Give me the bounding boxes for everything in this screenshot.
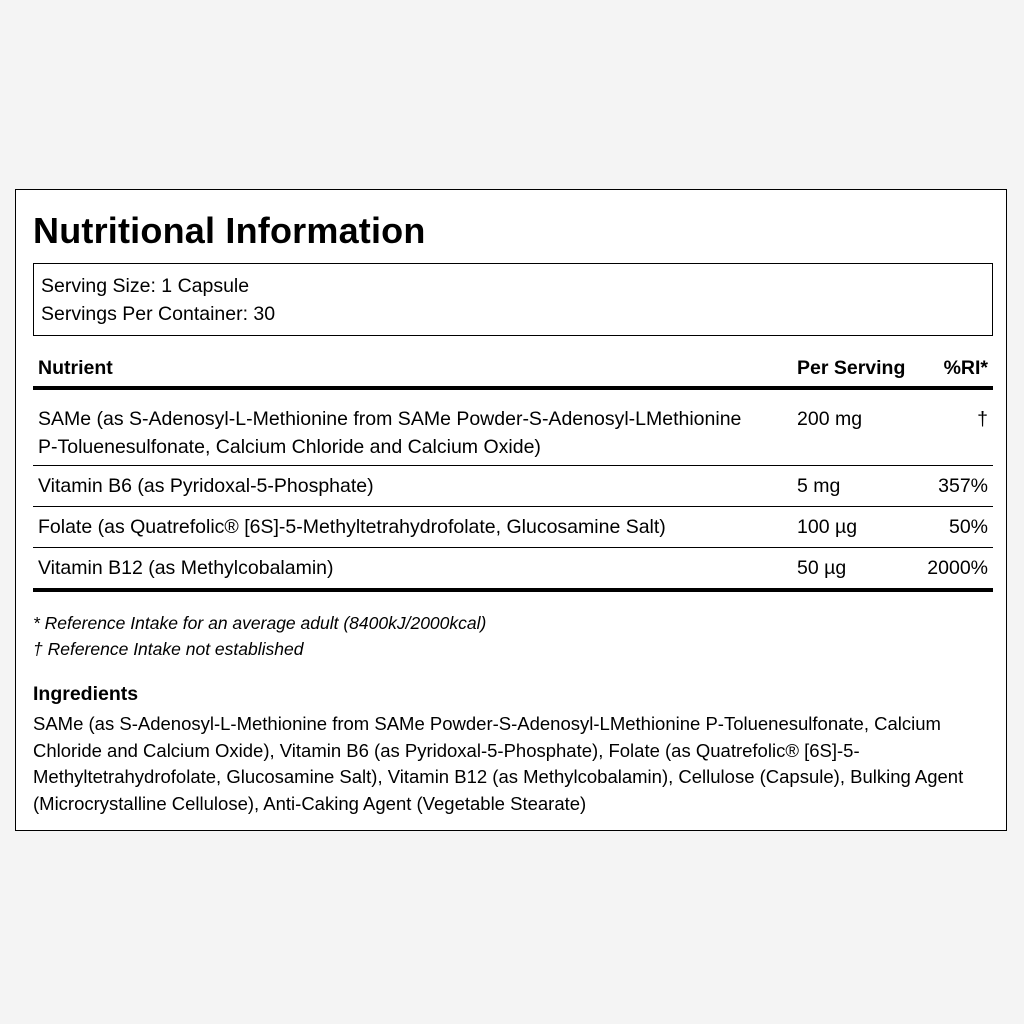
nutrient-ri: 2000% (927, 557, 988, 579)
header-ri: %RI* (943, 357, 988, 379)
nutrient-name: Folate (as Quatrefolic® [6S]-5-Methyltetrahydrofolate, Glucosamine Salt) (38, 516, 666, 538)
serving-size: Serving Size: 1 Capsule (41, 275, 250, 297)
header-nutrient: Nutrient (38, 357, 113, 379)
footnote-not-established: † Reference Intake not established (33, 639, 304, 659)
footnote-reference-intake: * Reference Intake for an average adult (8400kJ/2000kcal) (33, 613, 487, 633)
table-row (33, 466, 993, 507)
nutrient-name: SAMe (as S-Adenosyl-L-Methionine from SAMe Powder-S-Adenosyl-LMethionine P-Toluenesulfonate, Calcium Chloride and Calcium Oxide) (38, 408, 742, 458)
nutrition-panel (15, 189, 1007, 831)
nutrient-ri: 50% (948, 516, 988, 538)
nutrient-name: Vitamin B6 (as Pyridoxal-5-Phosphate) (38, 475, 374, 497)
nutrient-ri: 357% (938, 475, 988, 497)
table-row (33, 507, 993, 548)
nutrient-name: Vitamin B12 (as Methylcobalamin) (38, 557, 334, 579)
table-row (33, 548, 993, 592)
nutrient-per-serving: 100 µg (797, 516, 858, 538)
table-row (33, 390, 993, 466)
nutrient-table (33, 348, 993, 592)
ingredients-title: Ingredients (33, 683, 139, 705)
servings-per-container: Servings Per Container: 30 (41, 303, 276, 325)
nutrient-per-serving: 50 µg (797, 557, 847, 579)
nutrient-per-serving: 5 mg (797, 475, 841, 497)
header-per-serving: Per Serving (797, 357, 906, 379)
ingredients-text: SAMe (as S-Adenosyl-L-Methionine from SAMe Powder-S-Adenosyl-LMethionine P-Toluenesulfonate, Calcium Chloride and Calcium Oxide), Vitamin B6 (as Pyridoxal-5-Phosphate), Folate (as Quatrefolic® [6S]-5-Methyltetrahydrofolate, Glucosamine Salt), Vitamin B12 (as Methylcobalamin), Cellulose (Capsule), Bulking Agent (Microcrystalline Cellulose), Anti-Caking Agent (Vegetable Stearate) (33, 713, 964, 814)
footnotes (33, 610, 486, 662)
page-title: Nutritional Information (33, 210, 426, 251)
serving-info-box (33, 263, 993, 336)
nutrient-ri: † (977, 408, 988, 430)
nutrient-per-serving: 200 mg (797, 408, 863, 430)
table-header (33, 348, 993, 390)
